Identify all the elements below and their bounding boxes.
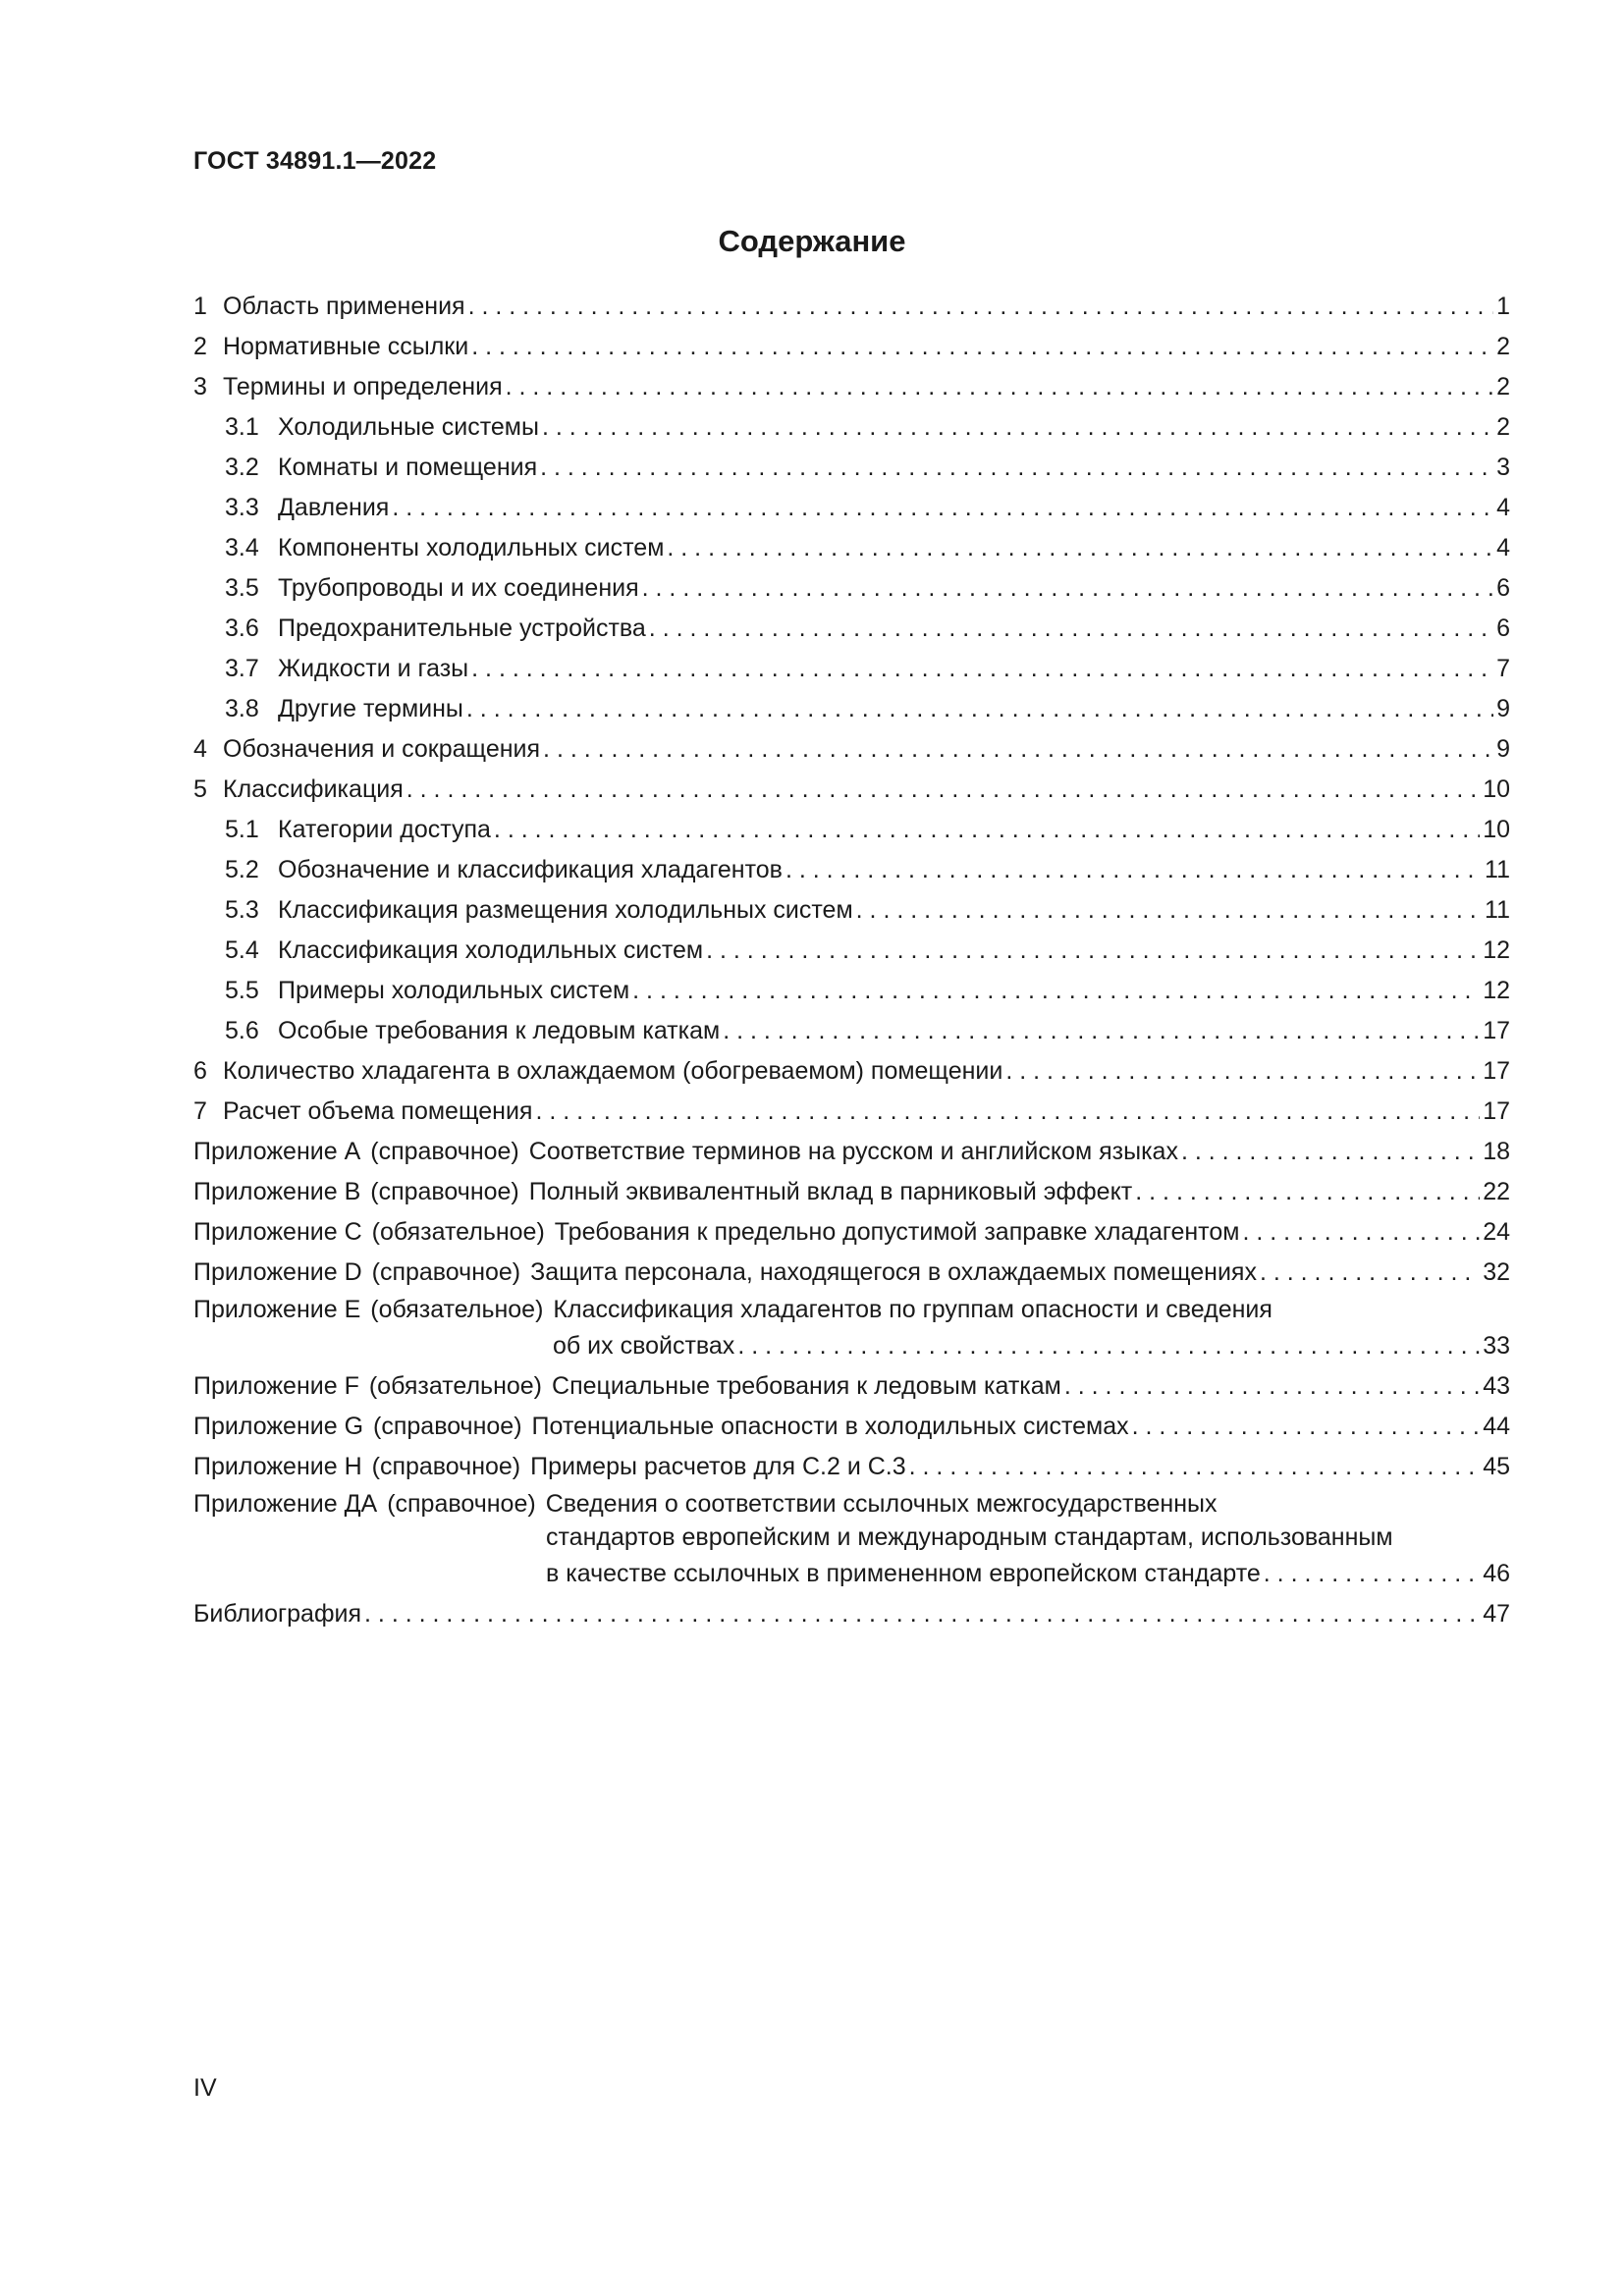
dot-leader [737, 1326, 1480, 1366]
appendix-title-continued: об их свойствах [553, 1332, 735, 1360]
toc-entry[interactable] [193, 931, 1510, 971]
toc-appendix-entry[interactable] [193, 1407, 1510, 1447]
appendix-title: Примеры расчетов для С.2 и С.3 [530, 1453, 906, 1480]
appendix-status: (справочное) [387, 1490, 536, 1518]
toc-entry-title: Категории доступа [278, 816, 491, 843]
toc-entry-page: 12 [1483, 936, 1510, 964]
toc-entry-page: 2 [1496, 413, 1510, 441]
toc-entry-title: Обозначение и классификация хладагентов [278, 856, 783, 883]
toc-appendix-entry[interactable] [193, 1447, 1510, 1487]
toc-appendix-entry[interactable] [193, 1487, 1510, 1594]
toc-entry-number: 3.1 [225, 413, 259, 441]
dot-leader [649, 609, 1493, 649]
toc-entry-number: 3.2 [225, 454, 259, 481]
bibliography-title: Библиография [193, 1600, 362, 1628]
toc-entry-title: Жидкости и газы [278, 655, 469, 682]
dot-leader [392, 488, 1493, 528]
dot-leader [1181, 1132, 1480, 1172]
toc-entry[interactable] [193, 367, 1510, 407]
toc-entry[interactable] [193, 770, 1510, 810]
toc-entry-title: Холодильные системы [278, 413, 539, 441]
toc-entry[interactable] [193, 1051, 1510, 1092]
toc-entry-page: 10 [1483, 816, 1510, 843]
toc-entry-title: Классификация [223, 775, 404, 803]
toc-entry[interactable] [193, 407, 1510, 448]
toc-entry[interactable] [193, 1011, 1510, 1051]
appendix-title: Классификация хладагентов по группам опасности и сведения [553, 1296, 1272, 1323]
dot-leader [1005, 1051, 1480, 1092]
toc-entry-page: 1 [1496, 293, 1510, 320]
appendix-status: (справочное) [373, 1413, 522, 1440]
dot-leader [540, 448, 1493, 488]
dot-leader [632, 971, 1480, 1011]
toc-entry-page: 4 [1496, 534, 1510, 561]
appendix-label: Приложение D [193, 1258, 362, 1286]
toc-entry-number: 5.3 [225, 896, 259, 924]
toc-entry[interactable] [193, 649, 1510, 689]
appendix-status: (обязательное) [368, 1372, 543, 1400]
appendix-label: Приложение Н [193, 1453, 362, 1480]
dot-leader [1135, 1172, 1480, 1212]
dot-leader [506, 367, 1493, 407]
toc-entry[interactable] [193, 689, 1510, 729]
appendix-label: Приложение F [193, 1372, 359, 1400]
toc-entry-page: 11 [1485, 856, 1510, 883]
toc-entry-title: Количество хладагента в охлаждаемом (обогреваемом) помещении [223, 1057, 1003, 1085]
toc-entry-page: 17 [1483, 1057, 1510, 1085]
appendix-status: (обязательное) [370, 1296, 544, 1323]
toc-entry-title: Расчет объема помещения [223, 1097, 533, 1125]
toc-appendix-entry[interactable] [193, 1366, 1510, 1407]
toc-entry-number: 5.2 [225, 856, 259, 883]
appendix-label: Приложение ДА [193, 1490, 378, 1518]
dot-leader [535, 1092, 1480, 1132]
appendix-title: Специальные требования к ледовым каткам [552, 1372, 1061, 1400]
appendix-page: 18 [1483, 1138, 1510, 1165]
toc-entry[interactable] [193, 890, 1510, 931]
toc-entry-page: 11 [1485, 896, 1510, 924]
toc-appendix-entry[interactable] [193, 1212, 1510, 1253]
dot-leader [542, 407, 1493, 448]
appendix-label: Приложение Е [193, 1296, 361, 1323]
toc-entry-number: 5.6 [225, 1017, 259, 1044]
appendix-page: 33 [1483, 1332, 1510, 1360]
toc-entry-number: 5.5 [225, 977, 259, 1004]
appendix-label: Приложение G [193, 1413, 364, 1440]
appendix-page: 32 [1483, 1258, 1510, 1286]
toc-entry[interactable] [193, 1092, 1510, 1132]
dot-leader [667, 528, 1493, 568]
appendix-page: 44 [1483, 1413, 1510, 1440]
toc-entry-number: 3.4 [225, 534, 259, 561]
appendix-status: (справочное) [370, 1178, 519, 1205]
toc-entry-page: 17 [1483, 1017, 1510, 1044]
appendix-status: (справочное) [371, 1453, 521, 1480]
toc-entry-title: Компоненты холодильных систем [278, 534, 665, 561]
toc-entry-page: 6 [1496, 574, 1510, 602]
toc-entry-title: Нормативные ссылки [223, 333, 469, 360]
toc-appendix-entry[interactable] [193, 1172, 1510, 1212]
toc-entry[interactable] [193, 609, 1510, 649]
appendix-page: 24 [1483, 1218, 1510, 1246]
appendix-title: Соответствие терминов на русском и английском языках [528, 1138, 1178, 1165]
toc-entry[interactable] [193, 448, 1510, 488]
toc-entry[interactable] [193, 729, 1510, 770]
toc-entry-title: Другие термины [278, 695, 463, 722]
toc-entry[interactable] [193, 810, 1510, 850]
toc-entry-page: 9 [1496, 735, 1510, 763]
appendix-title-continued: в качестве ссылочных в примененном европейском стандарте [546, 1560, 1261, 1587]
document-header: ГОСТ 34891.1—2022 [193, 147, 437, 175]
toc-entry-title: Комнаты и помещения [278, 454, 538, 481]
toc-entry-title: Классификация размещения холодильных систем [278, 896, 853, 924]
appendix-title: Сведения о соответствии ссылочных межгосударственных [545, 1490, 1218, 1518]
bibliography-page: 47 [1483, 1600, 1510, 1628]
toc-entry-number: 3.3 [225, 494, 259, 521]
toc-entry[interactable] [193, 287, 1510, 327]
dot-leader [642, 568, 1493, 609]
toc-entry-number: 5 [193, 775, 207, 803]
toc-entry-number: 3.6 [225, 614, 259, 642]
toc-entry-page: 17 [1483, 1097, 1510, 1125]
dot-leader [1132, 1407, 1481, 1447]
toc-entry[interactable] [193, 850, 1510, 890]
dot-leader [468, 287, 1494, 327]
toc-entry-number: 4 [193, 735, 207, 763]
toc-entry[interactable] [193, 488, 1510, 528]
appendix-title: Требования к предельно допустимой заправке хладагентом [554, 1218, 1240, 1246]
dot-leader [543, 729, 1493, 770]
appendix-page: 43 [1483, 1372, 1510, 1400]
appendix-page: 45 [1483, 1453, 1510, 1480]
appendix-page: 22 [1483, 1178, 1510, 1205]
dot-leader [785, 850, 1482, 890]
toc-entry-number: 3.8 [225, 695, 259, 722]
toc-appendix-entry[interactable] [193, 1253, 1510, 1293]
page-number: IV [193, 2074, 217, 2102]
dot-leader [471, 327, 1493, 367]
dot-leader [406, 770, 1480, 810]
toc-entry-title: Обозначения и сокращения [223, 735, 541, 763]
toc-entry-number: 7 [193, 1097, 207, 1125]
toc-entry-title: Особые требования к ледовым каткам [278, 1017, 721, 1044]
toc-entry-number: 5.1 [225, 816, 259, 843]
toc-entry-number: 3.5 [225, 574, 259, 602]
toc-entry-title: Классификация холодильных систем [278, 936, 704, 964]
appendix-title-continued: стандартов европейским и международным стандартам, использованным [546, 1523, 1393, 1551]
toc-entry-number: 3.7 [225, 655, 259, 682]
toc-entry-title: Примеры холодильных систем [278, 977, 630, 1004]
appendix-status: (обязательное) [371, 1218, 545, 1246]
dot-leader [909, 1447, 1481, 1487]
toc-entry[interactable] [193, 327, 1510, 367]
toc-appendix-entry[interactable] [193, 1293, 1510, 1366]
appendix-status: (справочное) [371, 1258, 521, 1286]
toc-entry-title: Термины и определения [223, 373, 503, 400]
dot-leader [1064, 1366, 1480, 1407]
appendix-page: 46 [1483, 1560, 1510, 1587]
dot-leader [1264, 1554, 1480, 1594]
toc-entry-number: 6 [193, 1057, 207, 1085]
appendix-title: Полный эквивалентный вклад в парниковый эффект [528, 1178, 1133, 1205]
dot-leader [856, 890, 1482, 931]
page-title: Содержание [718, 224, 906, 258]
dot-leader [1242, 1212, 1480, 1253]
toc-entry-number: 3 [193, 373, 207, 400]
dot-leader [494, 810, 1480, 850]
appendix-title: Защита персонала, находящегося в охлаждаемых помещениях [530, 1258, 1257, 1286]
appendix-status: (справочное) [370, 1138, 519, 1165]
appendix-title: Потенциальные опасности в холодильных системах [531, 1413, 1129, 1440]
toc-entry-page: 6 [1496, 614, 1510, 642]
toc-entry-title: Предохранительные устройства [278, 614, 646, 642]
toc-entry-page: 12 [1483, 977, 1510, 1004]
table-of-contents [193, 287, 1510, 1634]
toc-entry-number: 5.4 [225, 936, 259, 964]
toc-entry-page: 7 [1496, 655, 1510, 682]
toc-entry-title: Область применения [223, 293, 465, 320]
toc-entry-page: 3 [1496, 454, 1510, 481]
toc-entry-page: 2 [1496, 373, 1510, 400]
appendix-label: Приложение А [193, 1138, 361, 1165]
appendix-label: Приложение В [193, 1178, 361, 1205]
toc-entry-number: 1 [193, 293, 207, 320]
dot-leader [1260, 1253, 1480, 1293]
toc-entry-page: 2 [1496, 333, 1510, 360]
toc-entry[interactable] [193, 568, 1510, 609]
toc-bibliography-entry[interactable] [193, 1594, 1510, 1634]
toc-entry-page: 9 [1496, 695, 1510, 722]
toc-entry-page: 4 [1496, 494, 1510, 521]
dot-leader [706, 931, 1480, 971]
toc-entry-title: Давления [278, 494, 390, 521]
toc-entry-page: 10 [1483, 775, 1510, 803]
dot-leader [471, 649, 1493, 689]
toc-entry-title: Трубопроводы и их соединения [278, 574, 639, 602]
toc-entry[interactable] [193, 971, 1510, 1011]
appendix-label: Приложение С [193, 1218, 362, 1246]
dot-leader [364, 1594, 1480, 1634]
toc-entry[interactable] [193, 528, 1510, 568]
dot-leader [466, 689, 1493, 729]
toc-appendix-entry[interactable] [193, 1132, 1510, 1172]
dot-leader [723, 1011, 1480, 1051]
toc-entry-number: 2 [193, 333, 207, 360]
